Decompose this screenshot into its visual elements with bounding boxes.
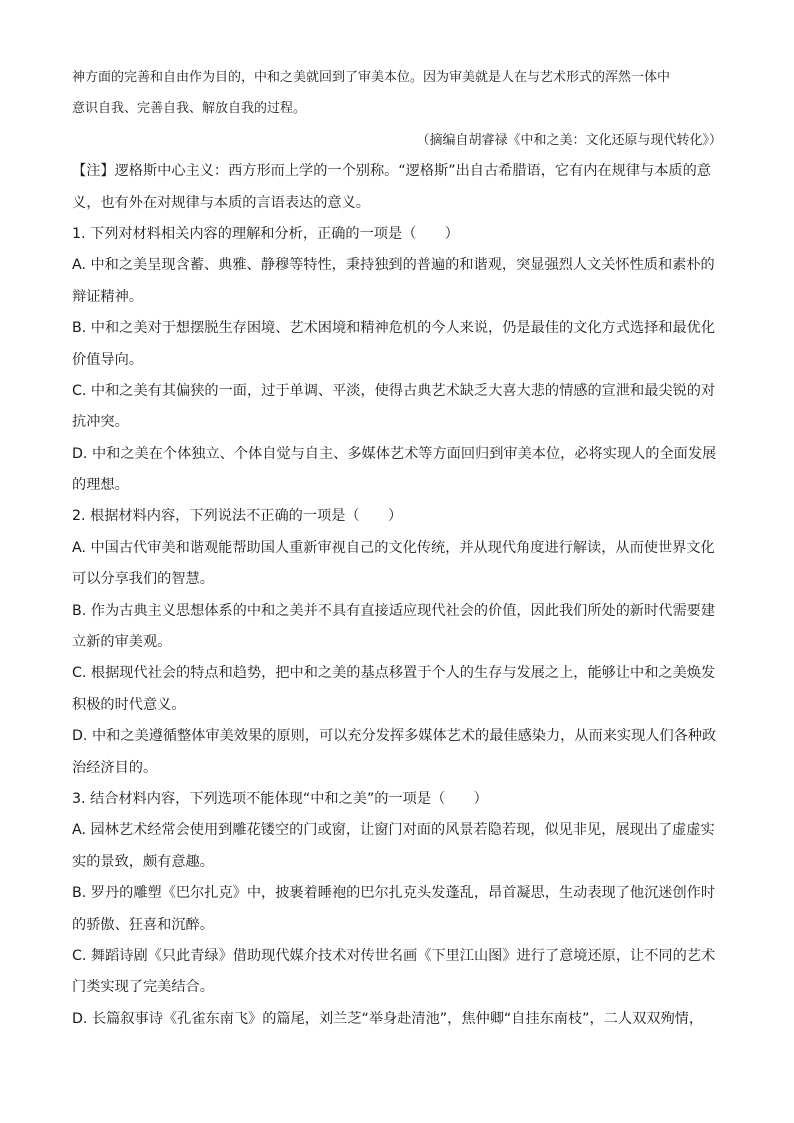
question-1-option-c-cont: 抗冲突。 <box>72 414 129 431</box>
question-1-option-a-cont: 辩证精神。 <box>72 288 143 305</box>
passage-line: 意识自我、完善自我、解放自我的过程。 <box>72 101 307 117</box>
note-line: 【注】逻格斯中心主义：西方形而上学的一个别称。“逻格斯”出自古希腊语，它有内在规律与本质的意 <box>72 163 711 180</box>
passage-line: 神方面的完善和自由作为目的，中和之美就回到了审美本位。因为审美就是人在与艺术形式的浑然一体中 <box>72 70 671 85</box>
question-1-option-d: D. 中和之美在个体独立、个体自觉与自主、多媒体艺术等方面回归到审美本位，必将实现人的全面发展 <box>72 445 717 462</box>
question-2-option-c-cont: 积极的时代意义。 <box>72 696 186 713</box>
question-2-option-b-cont: 立新的审美观。 <box>72 634 172 651</box>
question-2-option-a: A. 中国古代审美和谐观能帮助国人重新审视自己的文化传统，并从现代角度进行解读，从而使世界文化 <box>72 539 715 556</box>
question-2-option-b: B. 作为古典主义思想体系的中和之美并不具有直接适应现代社会的价值，因此我们所处的新时代需要建 <box>72 602 716 619</box>
question-2-stem: 2. 根据材料内容，下列说法不正确的一项是（ ） <box>72 508 403 525</box>
page-content <box>72 62 722 1035</box>
question-3-option-c: C. 舞蹈诗剧《只此青绿》借助现代媒介技术对传世名画《下里江山图》进行了意境还原，让不同的艺术 <box>72 947 716 964</box>
note-line: 义，也有外在对规律与本质的言语表达的意义。 <box>72 194 370 211</box>
question-1-option-b: B. 中和之美对于想摆脱生存困境、艺术困境和精神危机的今人来说，仍是最佳的文化方式选择和最优化 <box>72 320 716 337</box>
question-3-option-c-cont: 门类实现了完美结合。 <box>72 979 214 996</box>
question-1-option-a: A. 中和之美呈现含蓄、典雅、静穆等特性，秉持独到的普遍的和谐观，突显强烈人文关怀性质和素朴的 <box>72 257 715 274</box>
question-1-stem: 1. 下列对材料相关内容的理解和分析，正确的一项是（ ） <box>72 225 459 242</box>
question-3-option-b: B. 罗丹的雕塑《巴尔扎克》中，披裹着睡袍的巴尔扎克头发蓬乱，昂首凝思，生动表现了他沉迷创作时 <box>72 885 716 902</box>
question-2-option-a-cont: 可以分享我们的智慧。 <box>72 571 214 588</box>
question-1-option-c: C. 中和之美有其偏狭的一面，过于单调、平淡，使得古典艺术缺乏大喜大悲的情感的宣泄和最尖锐的对 <box>72 382 716 399</box>
question-2-option-c: C. 根据现代社会的特点和趋势，把中和之美的基点移置于个人的生存与发展之上，能够让中和之美焕发 <box>72 665 716 682</box>
question-1-option-b-cont: 价值导向。 <box>72 351 143 368</box>
question-3-stem: 3. 结合材料内容，下列选项不能体现“中和之美”的一项是（ ） <box>72 790 488 807</box>
question-3-option-b-cont: 的骄傲、狂喜和沉醉。 <box>72 916 214 933</box>
passage-source: （摘编自胡睿禄《中和之美：文化还原与现代转化》） <box>416 132 722 148</box>
question-2-option-d: D. 中和之美遵循整体审美效果的原则，可以充分发挥多媒体艺术的最佳感染力，从而来实现人们各种政 <box>72 728 717 745</box>
question-2-option-d-cont: 治经济目的。 <box>72 759 158 776</box>
question-3-option-a-cont: 实的景致，颇有意趣。 <box>72 853 214 870</box>
question-1-option-d-cont: 的理想。 <box>72 477 129 494</box>
question-3-option-a: A. 园林艺术经常会使用到雕花镂空的门或窗，让窗门对面的风景若隐若现，似见非见，展现出了虚虚实 <box>72 822 715 839</box>
question-3-option-d: D. 长篇叙事诗《孔雀东南飞》的篇尾，刘兰芝“举身赴清池”，焦仲卿“自挂东南枝”，二人双双殉情， <box>72 1010 704 1027</box>
